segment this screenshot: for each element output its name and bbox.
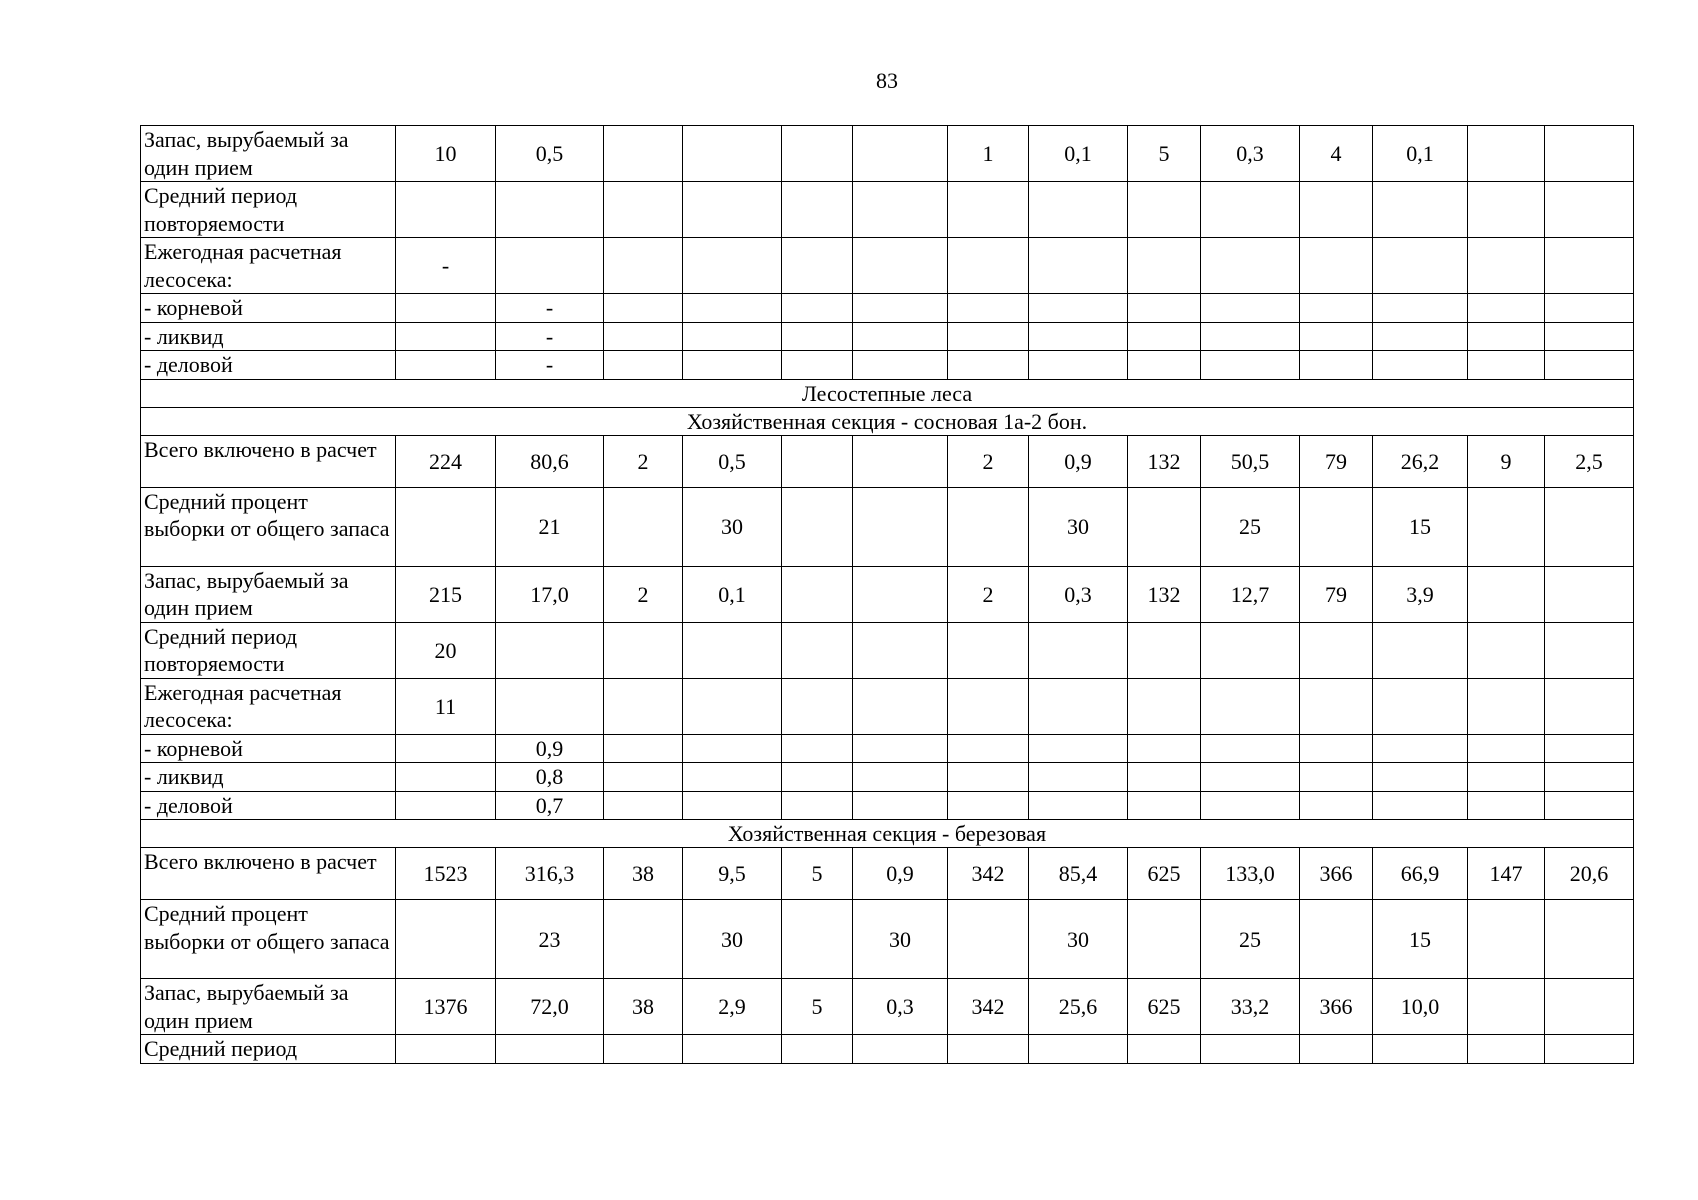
- table-cell: [683, 351, 782, 380]
- section-title: Лесостепные леса: [141, 379, 1634, 407]
- table-cell: [1300, 734, 1373, 763]
- table-cell: [1468, 487, 1545, 566]
- table-cell: [1201, 182, 1300, 238]
- table-cell: [782, 351, 853, 380]
- table-cell: 15: [1373, 487, 1468, 566]
- table-cell: [683, 622, 782, 678]
- table-cell: [1029, 1035, 1128, 1064]
- table-cell: [496, 622, 604, 678]
- table-cell: [1468, 763, 1545, 792]
- table-cell: [683, 294, 782, 323]
- page-number: 83: [876, 68, 898, 93]
- table-cell: [396, 182, 496, 238]
- table-cell: [1300, 182, 1373, 238]
- table-cell: [1545, 238, 1634, 294]
- table-cell: [948, 900, 1029, 979]
- table-row: [141, 294, 1634, 323]
- forest-calculation-table: [140, 125, 1634, 1064]
- table-cell: [1373, 622, 1468, 678]
- table-cell: 0,3: [1201, 126, 1300, 182]
- table-cell: 30: [1029, 900, 1128, 979]
- table-cell: [853, 238, 948, 294]
- table-cell: [782, 734, 853, 763]
- table-cell: [604, 351, 683, 380]
- table-cell: [853, 1035, 948, 1064]
- table-cell: [396, 322, 496, 351]
- table-cell: 15: [1373, 900, 1468, 979]
- table-cell: [1468, 1035, 1545, 1064]
- table-cell: 342: [948, 848, 1029, 900]
- table-cell: 0,3: [853, 979, 948, 1035]
- table-cell: [853, 566, 948, 622]
- row-label: - деловой: [141, 791, 396, 820]
- table-cell: 366: [1300, 979, 1373, 1035]
- table-cell: 0,1: [1029, 126, 1128, 182]
- table-cell: [1201, 622, 1300, 678]
- table-cell: 33,2: [1201, 979, 1300, 1035]
- table-cell: [1468, 126, 1545, 182]
- table-cell: [1468, 979, 1545, 1035]
- table-cell: [1029, 238, 1128, 294]
- table-cell: [1545, 622, 1634, 678]
- table-cell: [948, 238, 1029, 294]
- table-cell: 79: [1300, 566, 1373, 622]
- row-label: Средний период: [141, 1035, 396, 1064]
- table-cell: [1545, 900, 1634, 979]
- table-cell: [1029, 182, 1128, 238]
- table-cell: [1201, 678, 1300, 734]
- row-label: Средний процент выборки от общего запаса: [141, 487, 396, 566]
- table-cell: [948, 182, 1029, 238]
- table-cell: [1468, 900, 1545, 979]
- table-cell: [1300, 900, 1373, 979]
- table-cell: 1: [948, 126, 1029, 182]
- table-cell: [396, 294, 496, 323]
- row-label: Ежегодная расчетная лесосека:: [141, 678, 396, 734]
- row-label: Средний период повторяемости: [141, 622, 396, 678]
- table-cell: [1128, 678, 1201, 734]
- table-cell: 0,1: [683, 566, 782, 622]
- table-cell: [396, 351, 496, 380]
- table-cell: 30: [683, 487, 782, 566]
- table-cell: [853, 351, 948, 380]
- table-cell: [683, 763, 782, 792]
- table-cell: 342: [948, 979, 1029, 1035]
- table-cell: [604, 126, 683, 182]
- section-header-row: [141, 407, 1634, 435]
- table-cell: [782, 763, 853, 792]
- table-cell: 1523: [396, 848, 496, 900]
- table-cell: 2: [948, 566, 1029, 622]
- table-cell: [1545, 294, 1634, 323]
- table-cell: [1029, 763, 1128, 792]
- table-cell: [683, 322, 782, 351]
- table-cell: 9: [1468, 435, 1545, 487]
- table-cell: 2: [948, 435, 1029, 487]
- table-cell: 316,3: [496, 848, 604, 900]
- table-cell: [604, 294, 683, 323]
- table-cell: [782, 182, 853, 238]
- table-cell: [1128, 763, 1201, 792]
- table-cell: [1128, 351, 1201, 380]
- table-cell: [853, 294, 948, 323]
- table-cell: [396, 791, 496, 820]
- row-label: - корневой: [141, 294, 396, 323]
- table-cell: [1300, 678, 1373, 734]
- table-cell: [1128, 487, 1201, 566]
- table-cell: [1128, 238, 1201, 294]
- table-cell: [1300, 294, 1373, 323]
- table-cell: [782, 678, 853, 734]
- table-row: [141, 322, 1634, 351]
- table-cell: [496, 1035, 604, 1064]
- row-label: - ликвид: [141, 763, 396, 792]
- table-cell: [948, 1035, 1029, 1064]
- table-cell: [396, 487, 496, 566]
- table-cell: 17,0: [496, 566, 604, 622]
- table-cell: [782, 900, 853, 979]
- table-cell: -: [496, 351, 604, 380]
- section-title: Хозяйственная секция - сосновая 1а-2 бон.: [141, 407, 1634, 435]
- table-row: [141, 351, 1634, 380]
- table-cell: [1128, 1035, 1201, 1064]
- table-cell: [853, 182, 948, 238]
- table-cell: [683, 238, 782, 294]
- table-cell: [604, 900, 683, 979]
- table-cell: [853, 622, 948, 678]
- table-cell: [853, 126, 948, 182]
- table-row: [141, 900, 1634, 979]
- table-cell: 30: [853, 900, 948, 979]
- row-label: Ежегодная расчетная лесосека:: [141, 238, 396, 294]
- table-row: [141, 979, 1634, 1035]
- section-header-row: [141, 379, 1634, 407]
- table-cell: [948, 351, 1029, 380]
- table-cell: [1373, 294, 1468, 323]
- table-cell: 2,5: [1545, 435, 1634, 487]
- table-cell: [782, 238, 853, 294]
- table-cell: [782, 294, 853, 323]
- table-cell: [1128, 322, 1201, 351]
- table-cell: 10,0: [1373, 979, 1468, 1035]
- table-cell: 132: [1128, 435, 1201, 487]
- table-row: [141, 435, 1634, 487]
- table-cell: [1545, 351, 1634, 380]
- table-cell: 12,7: [1201, 566, 1300, 622]
- table-cell: [853, 791, 948, 820]
- table-cell: 0,1: [1373, 126, 1468, 182]
- table-cell: [1029, 791, 1128, 820]
- table-cell: -: [396, 238, 496, 294]
- table-cell: 20,6: [1545, 848, 1634, 900]
- table-cell: [604, 322, 683, 351]
- table-cell: 0,9: [496, 734, 604, 763]
- table-row: [141, 678, 1634, 734]
- section-title: Хозяйственная секция - березовая: [141, 820, 1634, 848]
- table-cell: [782, 487, 853, 566]
- table-cell: [1201, 238, 1300, 294]
- section-header-row: [141, 820, 1634, 848]
- table-cell: [683, 734, 782, 763]
- table-cell: [604, 1035, 683, 1064]
- table-cell: [1029, 351, 1128, 380]
- table-cell: [1545, 126, 1634, 182]
- row-label: Всего включено в расчет: [141, 435, 396, 487]
- table-cell: [604, 487, 683, 566]
- table-cell: [1300, 238, 1373, 294]
- table-cell: [782, 791, 853, 820]
- row-label: - деловой: [141, 351, 396, 380]
- table-cell: [1373, 351, 1468, 380]
- table-cell: [496, 182, 604, 238]
- table-cell: [396, 900, 496, 979]
- table-cell: [1300, 322, 1373, 351]
- table-cell: 0,8: [496, 763, 604, 792]
- table-cell: [1201, 1035, 1300, 1064]
- table-row: [141, 182, 1634, 238]
- table-cell: [1201, 351, 1300, 380]
- table-cell: 5: [782, 848, 853, 900]
- table-cell: 50,5: [1201, 435, 1300, 487]
- table-cell: [1373, 322, 1468, 351]
- table-cell: [1468, 678, 1545, 734]
- table-cell: [1128, 734, 1201, 763]
- table-cell: [1029, 734, 1128, 763]
- table-cell: [1029, 294, 1128, 323]
- table-cell: 80,6: [496, 435, 604, 487]
- table-cell: 147: [1468, 848, 1545, 900]
- table-cell: [1373, 678, 1468, 734]
- table-cell: [1128, 182, 1201, 238]
- table-cell: 625: [1128, 848, 1201, 900]
- table-cell: [1128, 900, 1201, 979]
- table-cell: [782, 322, 853, 351]
- table-cell: [1545, 791, 1634, 820]
- table-cell: 0,3: [1029, 566, 1128, 622]
- table-cell: [1545, 566, 1634, 622]
- table-cell: [782, 566, 853, 622]
- table-cell: [1300, 487, 1373, 566]
- table-cell: 215: [396, 566, 496, 622]
- table-cell: [1373, 238, 1468, 294]
- table-cell: [1468, 734, 1545, 763]
- table-cell: 38: [604, 848, 683, 900]
- table-cell: [1300, 622, 1373, 678]
- row-label: Всего включено в расчет: [141, 848, 396, 900]
- table-cell: [1029, 622, 1128, 678]
- table-cell: [604, 182, 683, 238]
- table-cell: [496, 678, 604, 734]
- table-cell: 30: [683, 900, 782, 979]
- table-cell: [948, 763, 1029, 792]
- table-cell: [1468, 566, 1545, 622]
- table-cell: -: [496, 322, 604, 351]
- table-cell: [396, 763, 496, 792]
- row-label: - ликвид: [141, 322, 396, 351]
- table-cell: [1373, 763, 1468, 792]
- table-cell: [782, 622, 853, 678]
- table-row: [141, 734, 1634, 763]
- table-cell: [1201, 294, 1300, 323]
- table-cell: [604, 678, 683, 734]
- table-cell: [782, 435, 853, 487]
- table-cell: [948, 791, 1029, 820]
- table-cell: 5: [1128, 126, 1201, 182]
- table-cell: 3,9: [1373, 566, 1468, 622]
- table-cell: 2: [604, 566, 683, 622]
- table-cell: 0,9: [1029, 435, 1128, 487]
- table-cell: [1468, 182, 1545, 238]
- table-cell: [1300, 763, 1373, 792]
- table-cell: [496, 238, 604, 294]
- table-row: [141, 487, 1634, 566]
- table-cell: [853, 487, 948, 566]
- table-cell: -: [496, 294, 604, 323]
- table-cell: 0,5: [683, 435, 782, 487]
- table-row: [141, 848, 1634, 900]
- table-cell: 26,2: [1373, 435, 1468, 487]
- table-cell: [1468, 791, 1545, 820]
- table-cell: 4: [1300, 126, 1373, 182]
- table-cell: 132: [1128, 566, 1201, 622]
- table-cell: 11: [396, 678, 496, 734]
- table-cell: [853, 763, 948, 792]
- table-cell: [683, 791, 782, 820]
- table-row: [141, 126, 1634, 182]
- table-cell: [1029, 678, 1128, 734]
- table-cell: [853, 435, 948, 487]
- table-cell: [1545, 763, 1634, 792]
- table-cell: [782, 1035, 853, 1064]
- table-row: [141, 238, 1634, 294]
- table-cell: 21: [496, 487, 604, 566]
- table-cell: 66,9: [1373, 848, 1468, 900]
- table-cell: [853, 322, 948, 351]
- table-cell: [604, 622, 683, 678]
- table-cell: 366: [1300, 848, 1373, 900]
- table-cell: 2,9: [683, 979, 782, 1035]
- table-cell: 1376: [396, 979, 496, 1035]
- row-label: Запас, вырубаемый за один прием: [141, 979, 396, 1035]
- table-cell: [683, 182, 782, 238]
- table-cell: [1201, 763, 1300, 792]
- row-label: Запас, вырубаемый за один прием: [141, 126, 396, 182]
- table-cell: [1468, 322, 1545, 351]
- table-row: [141, 566, 1634, 622]
- table-cell: [1545, 734, 1634, 763]
- table-cell: [1545, 1035, 1634, 1064]
- table-cell: [1373, 791, 1468, 820]
- table-cell: [948, 622, 1029, 678]
- table-cell: 20: [396, 622, 496, 678]
- table-cell: 25,6: [1029, 979, 1128, 1035]
- table-cell: [853, 734, 948, 763]
- table-cell: [853, 678, 948, 734]
- table-cell: 72,0: [496, 979, 604, 1035]
- table-cell: [1201, 322, 1300, 351]
- table-cell: [1468, 351, 1545, 380]
- table-cell: 5: [782, 979, 853, 1035]
- table-cell: [1468, 238, 1545, 294]
- table-cell: 25: [1201, 487, 1300, 566]
- table-body: [141, 126, 1634, 1064]
- table-cell: [1300, 1035, 1373, 1064]
- table-cell: 25: [1201, 900, 1300, 979]
- table-cell: [1128, 622, 1201, 678]
- table-cell: 10: [396, 126, 496, 182]
- row-label: - корневой: [141, 734, 396, 763]
- table-cell: [782, 126, 853, 182]
- table-cell: [1300, 351, 1373, 380]
- table-cell: [1545, 487, 1634, 566]
- table-cell: [1545, 322, 1634, 351]
- table-cell: [604, 791, 683, 820]
- table-cell: [1201, 734, 1300, 763]
- table-cell: 38: [604, 979, 683, 1035]
- row-label: Средний процент выборки от общего запаса: [141, 900, 396, 979]
- table-cell: 0,9: [853, 848, 948, 900]
- table-cell: 2: [604, 435, 683, 487]
- table-cell: [1373, 734, 1468, 763]
- table-cell: [683, 126, 782, 182]
- table-cell: [1545, 979, 1634, 1035]
- table-cell: 625: [1128, 979, 1201, 1035]
- table-cell: 0,5: [496, 126, 604, 182]
- table-cell: [683, 678, 782, 734]
- row-label: Средний период повторяемости: [141, 182, 396, 238]
- table-cell: [1201, 791, 1300, 820]
- table-cell: [948, 734, 1029, 763]
- table-cell: 85,4: [1029, 848, 1128, 900]
- table-cell: 133,0: [1201, 848, 1300, 900]
- table-cell: [948, 678, 1029, 734]
- table-cell: [396, 1035, 496, 1064]
- table-cell: [1545, 678, 1634, 734]
- table-cell: [1128, 294, 1201, 323]
- table-cell: [604, 763, 683, 792]
- table-cell: [1468, 294, 1545, 323]
- table-cell: 9,5: [683, 848, 782, 900]
- table-cell: [1029, 322, 1128, 351]
- table-cell: 224: [396, 435, 496, 487]
- table-cell: [604, 238, 683, 294]
- table-cell: [396, 734, 496, 763]
- table-cell: [948, 322, 1029, 351]
- table-cell: [1128, 791, 1201, 820]
- table-row: [141, 1035, 1634, 1064]
- table-cell: [683, 1035, 782, 1064]
- table-cell: [604, 734, 683, 763]
- table-cell: 23: [496, 900, 604, 979]
- table-cell: [1373, 182, 1468, 238]
- table-cell: [1300, 791, 1373, 820]
- table-cell: [948, 487, 1029, 566]
- table-cell: [948, 294, 1029, 323]
- table-cell: [1373, 1035, 1468, 1064]
- table-row: [141, 763, 1634, 792]
- table-cell: 30: [1029, 487, 1128, 566]
- row-label: Запас, вырубаемый за один прием: [141, 566, 396, 622]
- table-cell: 79: [1300, 435, 1373, 487]
- table-cell: [1545, 182, 1634, 238]
- table-cell: 0,7: [496, 791, 604, 820]
- table-cell: [1468, 622, 1545, 678]
- table-row: [141, 622, 1634, 678]
- table-row: [141, 791, 1634, 820]
